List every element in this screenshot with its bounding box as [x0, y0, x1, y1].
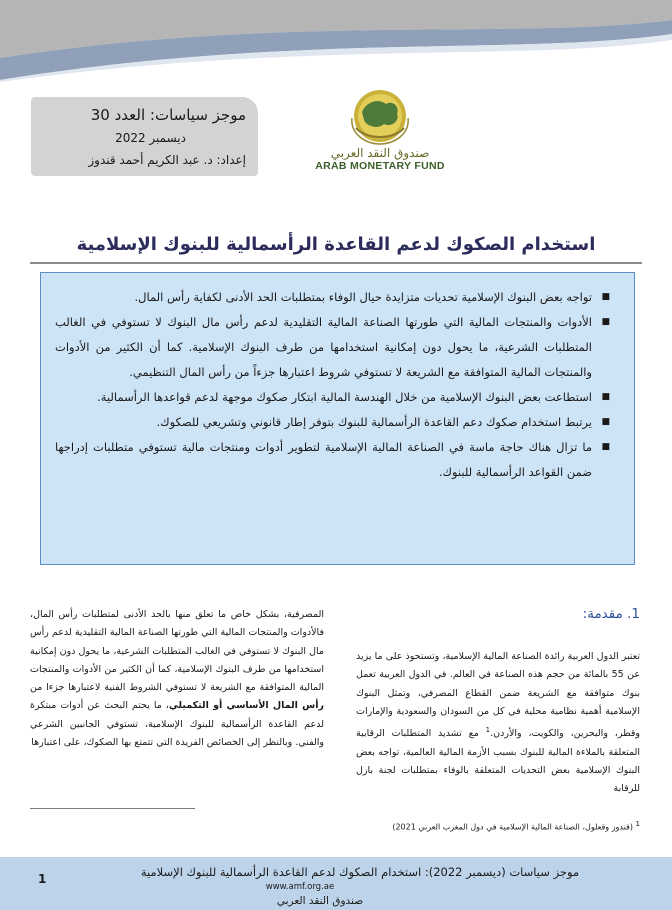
body-column-right: تعتبر الدول العربية رائدة الصناعة المالية الإسلامية، وتستحوذ على ما يزيد عن 55 بالمائة من حجم هذه الصناعة في العالم. في الدول العربية تعمل بنوك متوافقة مع الشريعة ضمن القطاع المصرفي، وتمثل البنوك الإسلامية أهمية نظامية محلية في كل من السودان والسعودية والإمارات وقطر، والبحرين، والكويت، والأردن.$^1$ مع تشديد المتطلبات الرقابية المتعلقة بالملاءة المالية للبنوك بسبب الأزمة المالية العالمية، تواجه بعض البنوك الإسلامية بعض التحديات المتعلقة بالوفاء بمتطلبات لجنة بازل للرقابة [356, 651, 641, 795]
bullet-icon: ■ [601, 442, 610, 452]
key-points-box [40, 272, 635, 565]
title-underline [30, 262, 642, 264]
author-line: إعداد: د. عبد الكريم أحمد قندوز [88, 153, 246, 167]
footer-organization: صندوق النقد العربي [276, 895, 364, 907]
footer-website-link[interactable]: www.amf.org.ae [265, 882, 335, 892]
logo-arabic-name: صندوق النقد العربي [330, 146, 430, 160]
logo-english-name: ARAB MONETARY FUND [315, 160, 445, 172]
header-wave-decoration [0, 0, 672, 82]
key-point: ■ يرتبط استخدام صكوك دعم القاعدة الرأسمالية للبنوك بتوفر إطار قانوني وتشريعي للصكوك. [55, 410, 610, 435]
page-footer [0, 857, 672, 910]
key-point: ■ الأدوات والمنتجات المالية التي طورتها الصناعة المالية التقليدية لدعم رأس مال البنوك لا تستوفي في الغالب المتطلبات الشرعية، ما يحول دون إمكانية استخدامها من طرف البنوك الإسلامية. كما أن الكثير من الأدوات والمنتجات المالية المتوافقة مع الشريعة لا تستوفي شروط اعتبارها جزءاً من رأس المال التنظيمي. [55, 310, 610, 385]
footnote-reference[interactable]: 1 [485, 726, 491, 735]
page-number: 1 [38, 872, 47, 886]
bullet-icon: ■ [601, 417, 610, 427]
key-point: ■ ما تزال هناك حاجة ماسة في الصناعة المالية الإسلامية لتطوير أدوات ومنتجات مالية تستوفي متطلبات إدراجها ضمن القواعد الرأسمالية للبنوك. [55, 435, 610, 485]
key-point: ■ استطاعت بعض البنوك الإسلامية من خلال الهندسة المالية ابتكار صكوك موجهة لدعم قواعدها الرأسمالية. [55, 385, 610, 410]
series-number: موجز سياسات: العدد 30 [90, 106, 246, 124]
emphasis-text: رأس المال الأساسي أو التكميلي [168, 700, 324, 712]
key-points-list [41, 273, 634, 485]
page-title: استخدام الصكوك لدعم القاعدة الرأسمالية للبنوك الإسلامية [76, 234, 596, 255]
footnote-separator [30, 808, 195, 809]
issue-date: ديسمبر 2022 [115, 131, 186, 145]
bullet-icon: ■ [601, 317, 610, 327]
footnote: $^1$ (قندوز وقعلول، الصناعة المالية الإسلامية في دول المغرب العربي 2021) [392, 820, 640, 832]
body-column-left: المصرفية، بشكل خاص ما تعلق منها بالحد الأدنى لمتطلبات رأس المال، فالأدوات والمنتجات المالية التي طورتها الصناعة المالية التقليدية لدعم رأس مال البنوك لا تستوفي في الغالب المتطلبات الشرعية، ما يحول دون إمكانية استخدامها من طرف البنوك الإسلامية، كما أن الكثير من الأدوات والمنتجات المالية المتوافقة مع الشريعة لا تستوفي الشروط الفنية لاعتبارها جزءا من رأس المال الأساسي أو التكميلي، ما يحتم البحث عن أدوات مبتكرة لدعم القاعدة الرأسمالية للبنوك الإسلامية، تستوفي الجانبين الشرعي والفني. وبالنظر إلى الخصائص الفريدة التي تتمتع بها الصكوك، على اعتبارها [30, 609, 324, 749]
footer-title: موجز سياسات (ديسمبر 2022): استخدام الصكوك لدعم القاعدة الرأسمالية للبنوك الإسلامية [140, 865, 580, 879]
bullet-icon: ■ [601, 292, 610, 302]
bullet-icon: ■ [601, 392, 610, 402]
key-point: ■ تواجه بعض البنوك الإسلامية تحديات متزايدة حيال الوفاء بمتطلبات الحد الأدنى لكفاية رأس المال. [55, 285, 610, 310]
brief-info-box [31, 97, 258, 176]
section-heading: 1. مقدمة: [582, 606, 640, 622]
